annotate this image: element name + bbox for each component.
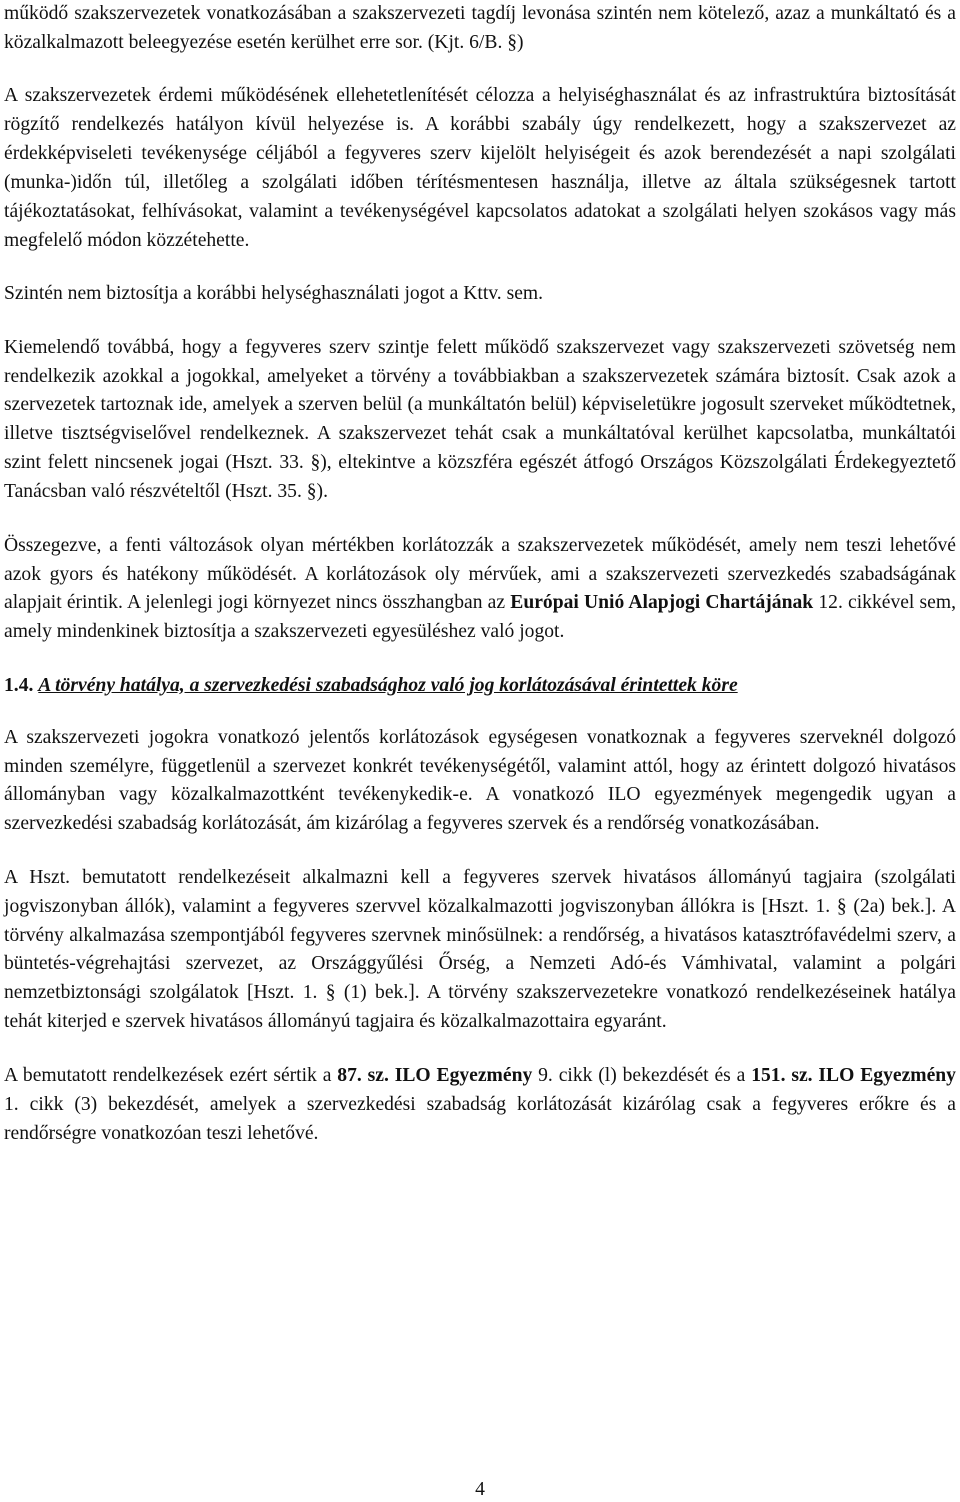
section-title: A törvény hatálya, a szervezkedési szabadsághoz való jog korlátozásával érintettek köre bbox=[38, 674, 738, 696]
ilo-text-1: A bemutatott rendelkezések ezért sértik a bbox=[4, 1064, 338, 1086]
paragraph-summary bbox=[4, 532, 956, 648]
ilo-text-3: 1. cikk (3) bekezdését, amelyek a szervezkedési szabadság korlátozását kizárólag csak a fegyveres erőkre és a rendőrségre vonatkozóan teszi lehetővé. bbox=[4, 1093, 956, 1144]
paragraph-kttv: Szintén nem biztosítja a korábbi helységhasználati jogot a Kttv. sem. bbox=[4, 283, 544, 305]
ilo-151-reference: 151. sz. ILO Egyezmény bbox=[751, 1064, 956, 1086]
ilo-87-reference: 87. sz. ILO Egyezmény bbox=[337, 1064, 533, 1086]
ilo-text-2: 9. cikk (l) bekezdését és a bbox=[532, 1064, 752, 1086]
paragraph-ilo bbox=[4, 1062, 956, 1149]
section-heading bbox=[4, 672, 956, 701]
paragraph-federation: Kiemelendő továbbá, hogy a fegyveres szerv szintje felett működő szakszervezet vagy szakszervezeti szövetség nem rendelkezik azokkal a jogokkal, amelyeket a törvény a továbbiakban a szakszervezetek számára biztosít. Csak azok a szervezetek tartoznak ide, amelyek a szerven belül (a munkáltatón belül) képviseletükre jogosult szerveket működtetnek, illetve tisztségviselővel rendelkeznek. A szakszervezet tehát csak a munkáltatóval kerülhet kapcsolatba, munkáltatói szint felett nincsenek jogai (Hszt. 33. §), eltekintve a közszféra egészét átfogó Országos Közszolgálati Érdekegyeztető Tanácsban való részvételtől (Hszt. 35. §). bbox=[4, 336, 956, 503]
section-number: 1.4. bbox=[4, 674, 34, 696]
paragraph-hszt: A Hszt. bemutatott rendelkezéseit alkalmazni kell a fegyveres szervek hivatásos állományú tagjaira (szolgálati jogviszonyban állók), valamint a fegyveres szervvel közalkalmazotti jogviszonyban állókra is [Hszt. 1. § (2a) bek.]. A törvény alkalmazása szempontjából fegyveres szervnek minősülnek: a rendőrség, a hivatásos katasztrófavédelmi szerv, a büntetés-végrehajtási szervezet, az Országgyűlési Őrség, a Nemzeti Adó-és Vámhivatal, valamint a polgári nemzetbiztonsági szolgálatok [Hszt. 1. § (1) bek.]. A törvény szakszervezetekre vonatkozó rendelkezéseinek hatálya tehát kiterjed e szervek hivatásos állományú tagjaira és közalkalmazottaira egyaránt. bbox=[4, 866, 956, 1033]
paragraph-scope: A szakszervezeti jogokra vonatkozó jelentős korlátozások egységesen vonatkoznak a fegyveres szerveknél dolgozó minden személyre, függetlenül a szervezet konkrét tevékenységétől, valamint attól, hogy az érintett dolgozó hivatásos állományban vagy közalkalmazottként tevékenykedik-e. A vonatkozó ILO egyezmények megengedik ugyan a szervezkedési szabadság korlátozását, ám kizárólag a fegyveres szervek és a rendőrség vonatkozásában. bbox=[4, 726, 956, 835]
paragraph-premises: A szakszervezetek érdemi működésének ellehetetlenítését célozza a helyiséghasználat és az infrastruktúra biztosítását rögzítő rendelkezés hatályon kívül helyezése is. A korábbi szabály úgy rendelkezett, hogy a szakszervezet az érdekképviseleti tevékenysége céljából a fegyveres szerv kijelölt helyiségeit és azok berendezését a napi szolgálati (munka-)időn túl, illetőleg a szolgálati időben térítésmentesen használja, illetve az általa szükségesnek tartott tájékoztatásokat, felhívásokat, valamint a tevékenységével kapcsolatos adatokat a szolgálati helyen szokásos vagy más megfelelő módon közzétehette. bbox=[4, 85, 956, 251]
page-number: 4 bbox=[475, 1479, 485, 1500]
document-page bbox=[4, 0, 956, 1148]
charter-reference: Európai Unió Alapjogi Chartájának bbox=[510, 592, 814, 614]
summary-text-1: Összegezve, a fenti változások olyan mértékben korlátozzák a szakszervezetek működését, amely nem teszi lehetővé azok gyors és hatékony működését. A korlátozások oly mérvűek, ami a szakszervezeti szervezkedés szabadságának alapjait érintik. A jelenlegi jogi környezet nincs összhangban az bbox=[4, 534, 956, 614]
paragraph-dues: működő szakszervezetek vonatkozásában a szakszervezeti tagdíj levonása szintén nem kötelező, azaz a munkáltató és a közalkalmazott beleegyezése esetén kerülhet erre sor. (Kjt. 6/B. §) bbox=[4, 3, 956, 53]
summary-text-2: 12. cikkével sem, amely mindenkinek biztosítja a szakszervezeti egyesüléshez való jogot. bbox=[4, 592, 957, 643]
